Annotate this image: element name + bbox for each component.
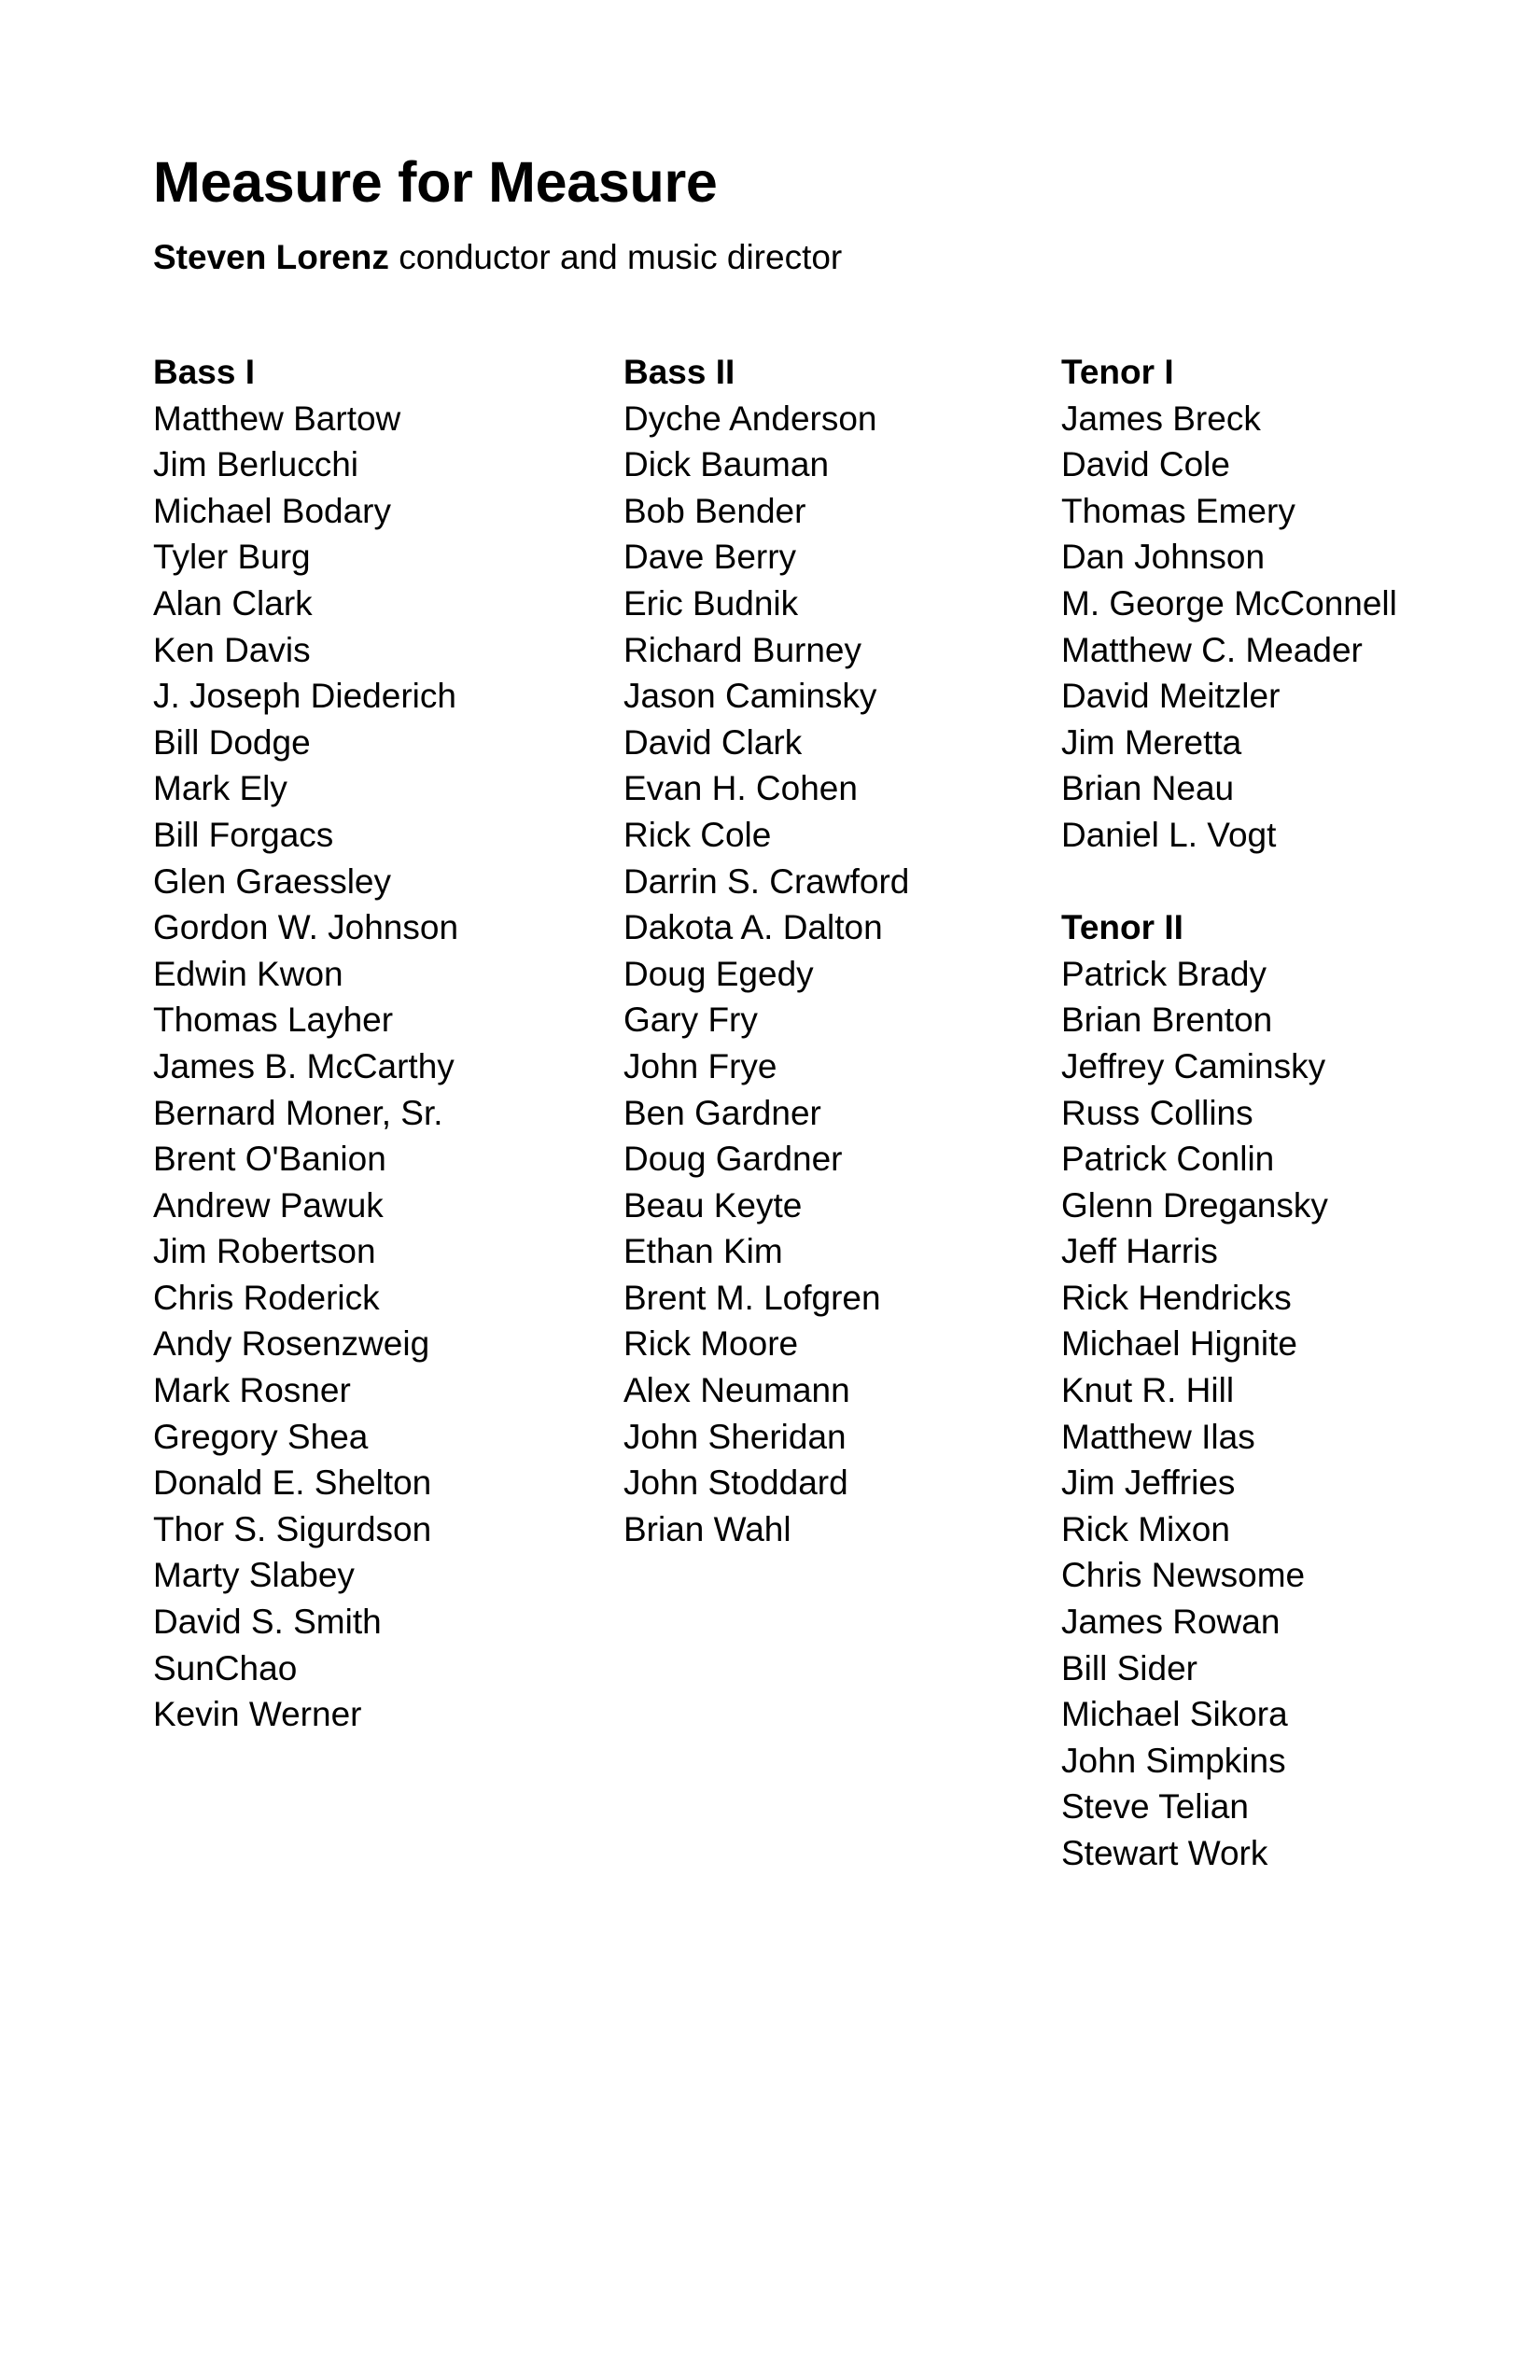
member-name: Thomas Emery xyxy=(1061,491,1295,530)
member-name: Glenn Dregansky xyxy=(1061,1185,1328,1225)
member-name: Jim Jeffries xyxy=(1061,1463,1236,1503)
member-name: Dick Bauman xyxy=(623,445,830,484)
member-name: Dakota A. Dalton xyxy=(623,908,883,947)
member-name: David Meitzler xyxy=(1061,677,1281,716)
member-name: David Clark xyxy=(623,722,803,762)
member-name: Michael Hignite xyxy=(1061,1324,1297,1364)
member-name: Michael Sikora xyxy=(1061,1695,1288,1734)
member-name: Stewart Work xyxy=(1061,1834,1268,1872)
member-name: Thomas Layher xyxy=(153,1001,394,1040)
member-name: Jim Robertson xyxy=(153,1232,376,1271)
member-list-tenor-1 xyxy=(1061,396,1540,859)
member-name: SunChao xyxy=(153,1648,298,1687)
member-name: Matthew Ilas xyxy=(1061,1417,1255,1456)
member-name: Doug Gardner xyxy=(623,1140,843,1179)
member-name: Chris Newsome xyxy=(1061,1556,1306,1595)
member-name: Gordon W. Johnson xyxy=(153,908,459,947)
member-name: Dyche Anderson xyxy=(623,399,877,438)
member-name: Rick Hendricks xyxy=(1061,1278,1292,1317)
member-name: Gregory Shea xyxy=(153,1417,369,1456)
member-name: Glen Graessley xyxy=(153,861,391,901)
member-name: Ethan Kim xyxy=(623,1232,783,1271)
member-name: Gary Fry xyxy=(623,1001,758,1040)
member-name: Chris Roderick xyxy=(153,1278,380,1317)
member-name: Brian Neau xyxy=(1061,769,1235,808)
member-name: Steve Telian xyxy=(1061,1787,1249,1827)
section-heading-tenor-1: Tenor I xyxy=(1061,353,1174,391)
member-name: Alan Clark xyxy=(153,583,313,623)
member-name: Jim Berlucchi xyxy=(153,445,358,484)
member-name: Jeff Harris xyxy=(1061,1232,1218,1271)
conductor-role: conductor and music director xyxy=(399,238,843,276)
member-name: Rick Cole xyxy=(623,815,772,854)
member-name: John Simpkins xyxy=(1061,1741,1286,1780)
member-name: Ken Davis xyxy=(153,630,311,669)
member-name: Donald E. Shelton xyxy=(153,1463,432,1503)
column-tenor xyxy=(1061,349,1540,1877)
member-name: Jason Caminsky xyxy=(623,677,877,716)
member-name: Edwin Kwon xyxy=(153,954,343,993)
member-name: Rick Moore xyxy=(623,1324,799,1364)
member-name: Matthew Bartow xyxy=(153,399,401,438)
member-name: Brian Brenton xyxy=(1061,1001,1273,1040)
member-name: Richard Burney xyxy=(623,630,862,669)
member-name: John Sheridan xyxy=(623,1417,847,1456)
member-name: James Breck xyxy=(1061,399,1261,438)
member-name: Brent M. Lofgren xyxy=(623,1278,881,1317)
member-name: James Rowan xyxy=(1061,1603,1281,1642)
member-name: Ben Gardner xyxy=(623,1093,821,1132)
member-name: Russ Collins xyxy=(1061,1093,1253,1132)
member-name: John Frye xyxy=(623,1046,777,1085)
member-name: M. George McConnell xyxy=(1061,583,1397,623)
member-name: Matthew C. Meader xyxy=(1061,630,1363,669)
member-name: David Cole xyxy=(1061,445,1230,484)
member-name: Darrin S. Crawford xyxy=(623,861,910,901)
member-list-bass-2 xyxy=(623,396,1109,1553)
conductor-credit xyxy=(153,235,842,280)
member-name: Bill Sider xyxy=(1061,1648,1197,1687)
page-title: Measure for Measure xyxy=(153,150,718,214)
member-name: Knut R. Hill xyxy=(1061,1371,1235,1410)
conductor-name: Steven Lorenz xyxy=(153,238,389,276)
member-name: Andrew Pawuk xyxy=(153,1185,384,1225)
member-name: Alex Neumann xyxy=(623,1371,850,1410)
member-name: Doug Egedy xyxy=(623,954,814,993)
section-heading-tenor-2: Tenor II xyxy=(1061,908,1183,947)
member-name: Dan Johnson xyxy=(1061,538,1266,577)
member-name: Rick Mixon xyxy=(1061,1509,1230,1548)
member-name: Jeffrey Caminsky xyxy=(1061,1046,1326,1085)
member-name: Patrick Brady xyxy=(1061,954,1267,993)
member-name: Kevin Werner xyxy=(153,1695,362,1734)
member-list-bass-1 xyxy=(153,396,638,1738)
member-name: John Stoddard xyxy=(623,1463,848,1503)
section-spacer xyxy=(1061,859,1540,905)
member-name: Beau Keyte xyxy=(623,1185,803,1225)
member-name: Jim Meretta xyxy=(1061,722,1242,762)
column-bass-2 xyxy=(623,349,1109,1552)
member-name: Michael Bodary xyxy=(153,491,392,530)
member-name: Brian Wahl xyxy=(623,1509,791,1548)
member-name: Dave Berry xyxy=(623,538,797,577)
member-name: David S. Smith xyxy=(153,1603,382,1642)
member-name: Andy Rosenzweig xyxy=(153,1324,430,1364)
member-name: Mark Ely xyxy=(153,769,287,808)
member-name: James B. McCarthy xyxy=(153,1046,455,1085)
member-name: Marty Slabey xyxy=(153,1556,355,1595)
member-name: Tyler Burg xyxy=(153,538,311,577)
member-name: Bill Forgacs xyxy=(153,815,334,854)
member-name: Mark Rosner xyxy=(153,1371,351,1410)
member-name: Brent O'Banion xyxy=(153,1140,386,1179)
column-bass-1 xyxy=(153,349,638,1738)
section-heading-bass-1: Bass I xyxy=(153,353,256,391)
member-name: Daniel L. Vogt xyxy=(1061,815,1277,854)
member-name: Bill Dodge xyxy=(153,722,311,762)
member-list-tenor-2 xyxy=(1061,951,1540,1877)
member-name: Bob Bender xyxy=(623,491,806,530)
member-name: Patrick Conlin xyxy=(1061,1140,1275,1179)
member-name: J. Joseph Diederich xyxy=(153,677,456,716)
member-name: Bernard Moner, Sr. xyxy=(153,1093,443,1132)
member-name: Eric Budnik xyxy=(623,583,799,623)
section-heading-bass-2: Bass II xyxy=(623,353,735,391)
member-name: Thor S. Sigurdson xyxy=(153,1509,432,1548)
member-name: Evan H. Cohen xyxy=(623,769,858,808)
